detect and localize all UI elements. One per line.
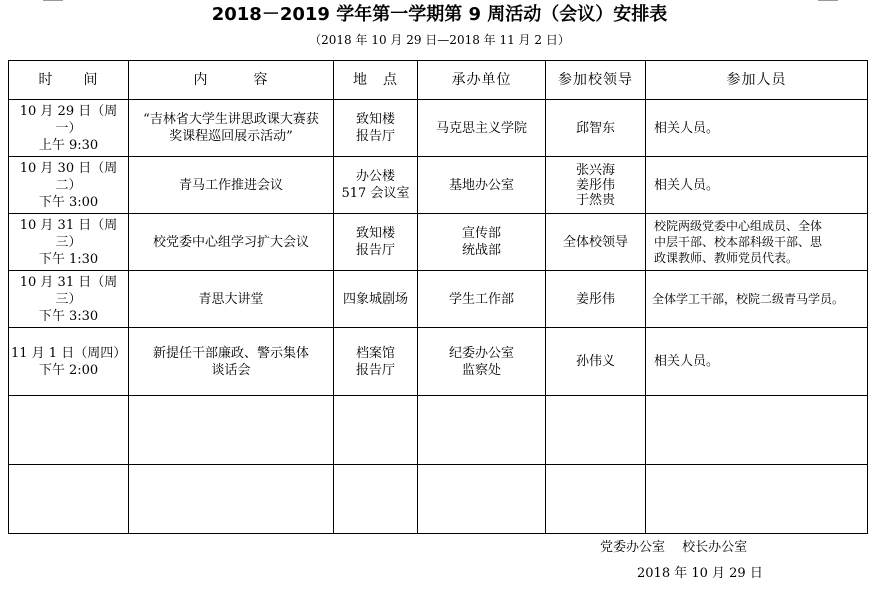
participants-cell	[646, 100, 868, 157]
empty-cell	[546, 465, 646, 534]
content-line: 校党委中心组学习扩大会议	[152, 234, 309, 250]
location-line: 四象城剧场	[342, 291, 408, 307]
leaders-cell	[546, 214, 646, 271]
empty-row	[9, 465, 868, 534]
participants-line: 相关人员。	[654, 177, 720, 193]
time-date: 10 月 29 日（周一）	[19, 103, 118, 136]
organizer-cell	[418, 157, 546, 214]
empty-cell	[418, 396, 546, 465]
organizer-cell	[418, 271, 546, 328]
empty-row	[9, 396, 868, 465]
leader-line: 孙伟义	[575, 354, 615, 369]
header-content: 内 容	[129, 61, 334, 100]
empty-cell	[129, 465, 334, 534]
location-cell	[334, 271, 418, 328]
location-cell	[334, 100, 418, 157]
organizer-line: 宣传部	[461, 226, 501, 241]
empty-cell	[546, 396, 646, 465]
table-row	[9, 157, 868, 214]
participants-line: 相关人员。	[654, 354, 720, 369]
content-cell	[129, 214, 334, 271]
time-hour: 上午 9:30	[38, 137, 99, 153]
time-date: 10 月 31 日（周三）	[19, 217, 118, 250]
leader-line: 姜彤伟	[575, 291, 615, 307]
header-organizer: 承办单位	[418, 61, 546, 100]
empty-cell	[9, 465, 129, 534]
header-time: 时 间	[9, 61, 129, 100]
organizer-line: 统战部	[461, 243, 501, 258]
page-subtitle: （2018 年 10 月 29 日—2018 年 11 月 2 日）	[309, 33, 570, 47]
location-line: 致知楼	[355, 226, 395, 241]
content-cell	[129, 328, 334, 396]
organizer-line: 纪委办公室	[448, 345, 514, 361]
location-line: 报告厅	[355, 243, 395, 258]
leader-line: 张兴海	[575, 162, 615, 178]
footer-date: 2018 年 10 月 29 日	[637, 566, 763, 581]
content-line: 新提任干部廉政、警示集体	[152, 345, 309, 361]
organizer-cell	[418, 328, 546, 396]
participants-cell	[646, 157, 868, 214]
table-row	[9, 100, 868, 157]
header-participants: 参加人员	[646, 61, 868, 100]
empty-cell	[334, 396, 418, 465]
organizer-line: 监察处	[461, 362, 501, 378]
table-row	[9, 271, 868, 328]
organizer-cell	[418, 100, 546, 157]
leader-line: 全体校领导	[562, 234, 628, 250]
schedule-table	[8, 60, 868, 534]
leaders-cell	[546, 157, 646, 214]
empty-cell	[334, 465, 418, 534]
time-hour: 下午 3:00	[38, 194, 99, 210]
top-rule-right	[818, 0, 838, 1]
location-line: 档案馆	[355, 345, 395, 361]
time-date: 10 月 31 日（周三）	[19, 274, 118, 307]
time-cell	[9, 100, 129, 157]
leaders-cell	[546, 328, 646, 396]
participants-cell	[646, 214, 868, 271]
time-cell	[9, 157, 129, 214]
leader-line: 邱智东	[575, 120, 615, 136]
location-line: 报告厅	[355, 362, 395, 378]
table-row	[9, 328, 868, 396]
participants-cell	[646, 328, 868, 396]
content-line: 青马工作推进会议	[178, 177, 283, 193]
location-line: 报告厅	[355, 129, 395, 144]
leaders-cell	[546, 100, 646, 157]
leaders-cell	[546, 271, 646, 328]
header-row	[9, 61, 868, 100]
participants-line: 相关人员。	[654, 120, 720, 136]
content-line: 谈话会	[211, 362, 251, 378]
participants-cell	[646, 271, 868, 328]
content-line: 奖课程巡回展示活动”	[169, 129, 293, 144]
organizer-line: 马克思主义学院	[435, 120, 527, 136]
time-cell	[9, 328, 129, 396]
location-cell	[334, 214, 418, 271]
page-title: 2018－2019 学年第一学期第 9 周活动（会议）安排表	[211, 4, 668, 25]
location-line: 办公楼	[355, 169, 395, 184]
time-hour: 下午 1:30	[38, 251, 99, 267]
location-cell	[334, 157, 418, 214]
empty-cell	[646, 465, 868, 534]
empty-cell	[418, 465, 546, 534]
location-line: 致知楼	[355, 112, 395, 127]
leader-line: 于然贵	[575, 192, 615, 208]
top-rule-left	[43, 0, 63, 1]
content-cell	[129, 157, 334, 214]
location-cell	[334, 328, 418, 396]
table-row	[9, 214, 868, 271]
time-hour: 下午 3:30	[38, 308, 99, 324]
time-date: 11 月 1 日（周四）	[11, 345, 127, 361]
organizer-line: 学生工作部	[448, 291, 514, 307]
empty-cell	[129, 396, 334, 465]
organizer-cell	[418, 214, 546, 271]
header-location: 地 点	[334, 61, 418, 100]
time-hour: 下午 2:00	[38, 362, 99, 378]
participants-line: 中层干部、校本部科级干部、思	[654, 235, 823, 249]
empty-cell	[646, 396, 868, 465]
location-line: 517 会议室	[341, 186, 410, 201]
content-cell	[129, 271, 334, 328]
content-cell	[129, 100, 334, 157]
empty-cell	[9, 396, 129, 465]
time-cell	[9, 214, 129, 271]
content-line: 青思大讲堂	[198, 291, 264, 307]
participants-line: 全体学工干部，校院二级青马学员。	[652, 291, 845, 306]
content-line: “吉林省大学生讲思政课大赛获	[143, 112, 319, 127]
participants-line: 校院两级党委中心组成员、全体	[654, 219, 823, 233]
organizer-line: 基地办公室	[448, 177, 514, 193]
footer-offices: 党委办公室 校长办公室	[600, 540, 748, 555]
participants-line: 政课教师、教师党员代表。	[654, 251, 799, 265]
leader-line: 姜彤伟	[575, 177, 615, 193]
time-date: 10 月 30 日（周二）	[19, 160, 118, 193]
header-leaders: 参加校领导	[546, 61, 646, 100]
time-cell	[9, 271, 129, 328]
